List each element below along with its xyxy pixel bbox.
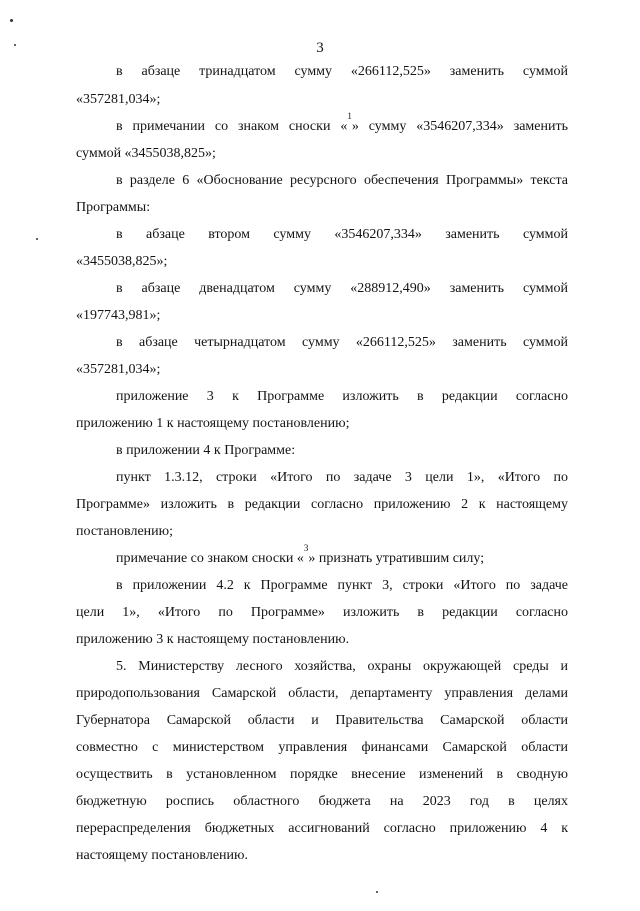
line-text: примечание со знаком сноски « [116, 551, 304, 566]
text-line: перераспределения бюджетных ассигнований согласно приложению 4 к [76, 821, 568, 836]
text-line: приложение 3 к Программе изложить в редакции согласно [116, 389, 568, 404]
text-line: Программы: [76, 200, 151, 215]
text-line: приложению 1 к настоящему постановлению; [76, 416, 350, 431]
footnote-mark: 1 [347, 111, 352, 121]
text-line: «3455038,825»; [76, 254, 168, 269]
text-line: бюджетную роспись областного бюджета на 2023 год в целях [76, 794, 568, 809]
text-line: постановлению; [76, 524, 174, 539]
line-text: » признать утратившим силу; [308, 551, 485, 566]
text-line [116, 111, 568, 136]
line-text: в примечании со знаком сноски « [116, 119, 348, 134]
text-line [116, 543, 516, 568]
scan-speck [10, 19, 13, 22]
text-line: 5. Министерству лесного хозяйства, охраны окружающей среды и [116, 659, 568, 674]
scan-speck [376, 891, 378, 893]
text-line: Губернатора Самарской области и Правительства Самарской области [76, 713, 568, 728]
page-number: 3 [316, 40, 324, 56]
text-line: Программе» изложить в редакции согласно приложению 2 к настоящему [76, 497, 568, 512]
footnote-mark: 3 [303, 543, 309, 553]
text-line: «357281,034»; [76, 362, 161, 377]
text-line: в приложении 4.2 к Программе пункт 3, строки «Итого по задаче [116, 578, 568, 593]
line-text: » сумму «3546207,334» заменить [351, 119, 568, 134]
scan-speck [14, 44, 16, 46]
text-line: суммой «3455038,825»; [76, 146, 216, 161]
text-line: совместно с министерством управления финансами Самарской области [76, 740, 568, 755]
text-line: «197743,981»; [76, 308, 161, 323]
text-line: в разделе 6 «Обоснование ресурсного обеспечения Программы» текста [116, 173, 568, 188]
text-line: в абзаце двенадцатом сумму «288912,490» заменить суммой [116, 281, 568, 296]
text-line: природопользования Самарской области, департаменту управления делами [76, 686, 568, 701]
text-line: цели 1», «Итого по Программе» изложить в редакции согласно [76, 605, 568, 620]
text-line: настоящему постановлению. [76, 848, 248, 863]
text-line: приложению 3 к настоящему постановлению. [76, 632, 350, 647]
text-line: пункт 1.3.12, строки «Итого по задаче 3 цели 1», «Итого по [116, 470, 568, 485]
text-line: осуществить в установленном порядке внесение изменений в сводную [76, 767, 568, 782]
text-line: в абзаце четырнадцатом сумму «266112,525» заменить суммой [116, 335, 568, 350]
text-line: в абзаце втором сумму «3546207,334» заменить суммой [116, 227, 568, 242]
text-line: в приложении 4 к Программе: [116, 443, 296, 458]
text-line: «357281,034»; [76, 92, 161, 107]
text-line: в абзаце тринадцатом сумму «266112,525» заменить суммой [116, 64, 568, 79]
scan-speck [36, 238, 38, 240]
